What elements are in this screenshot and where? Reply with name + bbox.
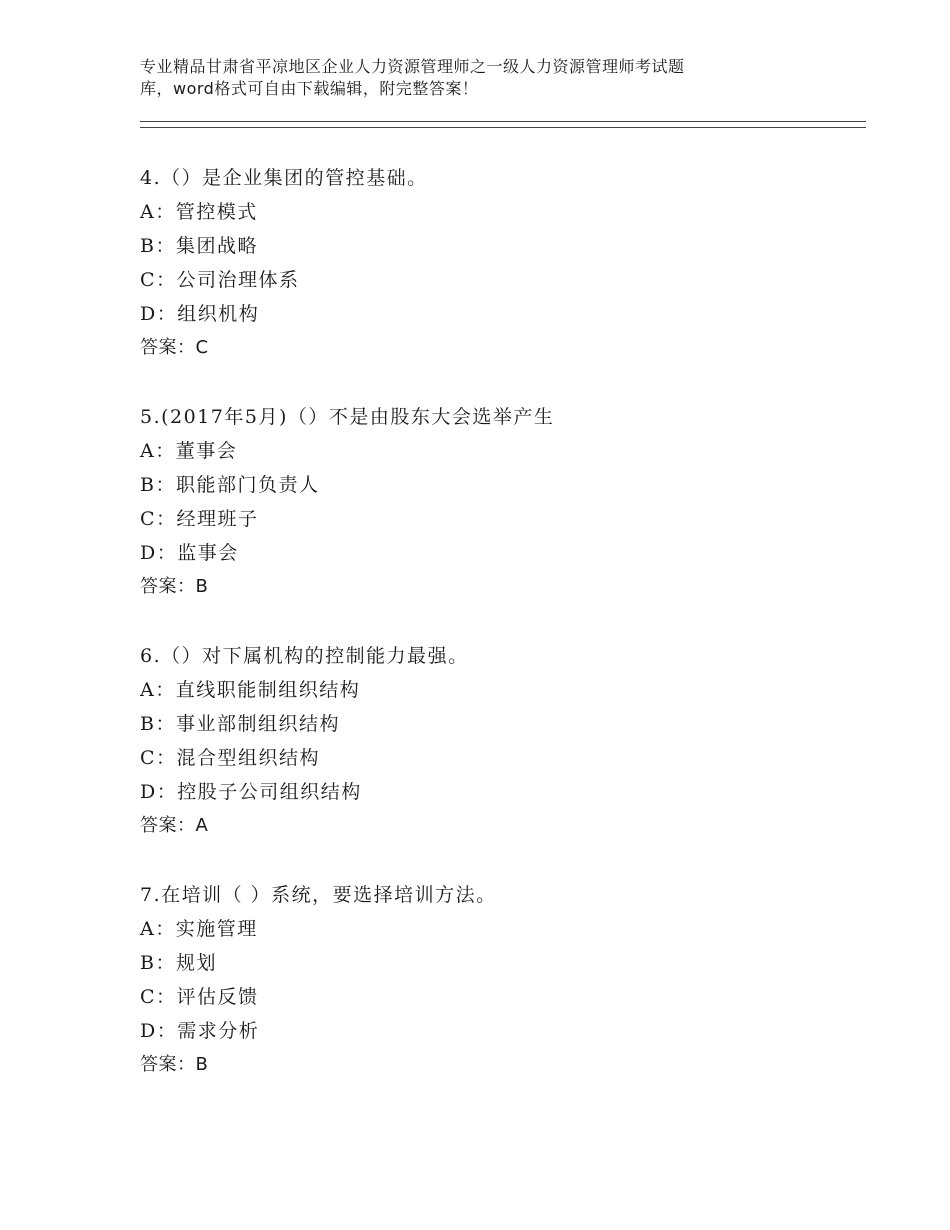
option-b: B：规划 bbox=[140, 952, 217, 974]
question-stem: 4.（）是企业集团的管控基础。 bbox=[140, 167, 428, 189]
option-c: C：经理班子 bbox=[140, 508, 259, 530]
answer-line: 答案：A bbox=[140, 815, 209, 836]
header-divider bbox=[140, 121, 866, 128]
question-stem: 5.(2017年5月)（）不是由股东大会选举产生 bbox=[140, 406, 555, 428]
option-d: D：组织机构 bbox=[140, 303, 260, 325]
question-block bbox=[140, 639, 880, 843]
header-line-2: 库，word格式可自由下载编辑，附完整答案！ bbox=[140, 79, 479, 98]
option-a: A：董事会 bbox=[140, 440, 238, 462]
option-b: B：事业部制组织结构 bbox=[140, 713, 340, 735]
question-block bbox=[140, 161, 880, 365]
option-b: B：职能部门负责人 bbox=[140, 474, 320, 496]
option-c: C：评估反馈 bbox=[140, 986, 259, 1008]
answer-line: 答案：B bbox=[140, 1054, 209, 1075]
header-line-1: 专业精品甘肃省平凉地区企业人力资源管理师之一级人力资源管理师考试题 bbox=[140, 57, 685, 76]
question-stem: 6.（）对下属机构的控制能力最强。 bbox=[140, 645, 469, 667]
option-d: D：控股子公司组织结构 bbox=[140, 781, 362, 803]
option-b: B：集团战略 bbox=[140, 235, 258, 257]
option-a: A：管控模式 bbox=[140, 201, 258, 223]
document-header bbox=[140, 56, 780, 100]
question-block bbox=[140, 878, 880, 1082]
option-a: A：实施管理 bbox=[140, 918, 258, 940]
option-c: C：公司治理体系 bbox=[140, 269, 300, 291]
question-block bbox=[140, 400, 880, 604]
option-c: C：混合型组织结构 bbox=[140, 747, 321, 769]
answer-line: 答案：C bbox=[140, 337, 209, 358]
option-d: D：需求分析 bbox=[140, 1020, 260, 1042]
option-d: D：监事会 bbox=[140, 542, 239, 564]
question-stem: 7.在培训（ ）系统，要选择培训方法。 bbox=[140, 884, 497, 906]
option-a: A：直线职能制组织结构 bbox=[140, 679, 361, 701]
answer-line: 答案：B bbox=[140, 576, 209, 597]
